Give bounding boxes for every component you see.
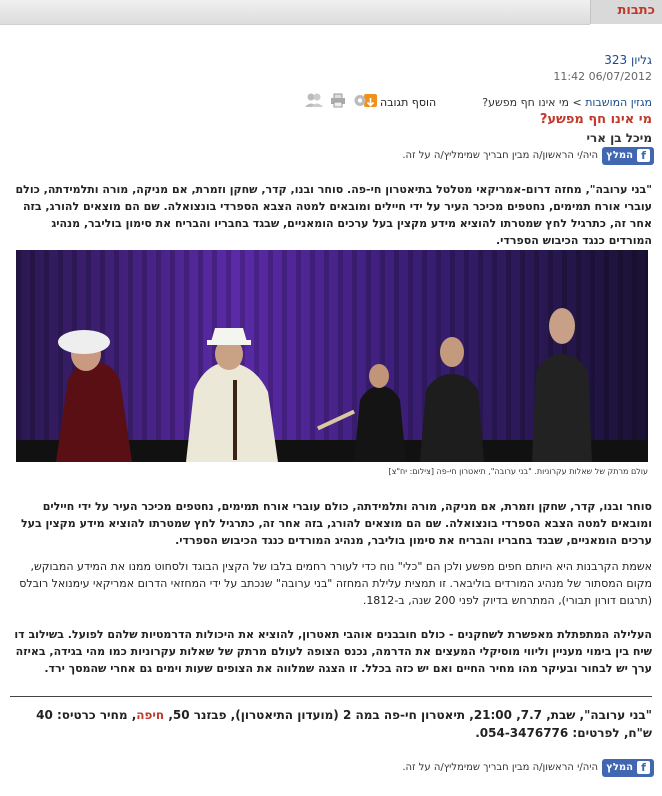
- section-tab[interactable]: [590, 0, 662, 24]
- publish-datetime: 11:42 06/07/2012: [553, 70, 652, 83]
- section-tab-label: כתבות: [617, 3, 655, 18]
- recommend-button-bottom[interactable]: [602, 759, 654, 777]
- article-author[interactable]: מיכל בן ארי: [586, 131, 652, 145]
- event-phone: לפרטים: 054-3476776.: [475, 726, 620, 740]
- breadcrumb-separator: >: [572, 96, 582, 109]
- recommend-text-bottom: היה/י הראשון/ה מבין חבריך שמימליץ/ה על זה.: [402, 762, 598, 773]
- facebook-icon: f: [637, 761, 650, 774]
- recommend-label: המלץ: [606, 150, 633, 161]
- top-bar-strip: [0, 0, 590, 25]
- breadcrumb-current: מי אינו חף מפשע?: [482, 96, 569, 109]
- add-response-button[interactable]: הוסף תגובה: [380, 96, 437, 109]
- article-lead: "בני ערובה", מחזה דרום-אמריקאי מטלטל בתיאטרון חי-פה. סוחר ובנו, קדר, שחקן וזמרת, אם מניקה, מורה ותלמידתה, כולם עוברי אורח תמימים, נחטפים מכיכר העיר על ידי חיילים ומובאים למטה הצבא הספרדי בונצואלה. שם הם מוצאים להורג, בזה אחר זה, כתרגיל לחץ שמטרתו להוציא מידע מקצין בעל ערכים הומאניים, שבגד בחבריו והבריח את סימון בוליבר, מנהיג המורדים כנגד הכיבוש הספרדי.: [15, 183, 652, 247]
- event-main: "בני ערובה", שבת, 7.7, 21:00, תיאטרון חי-פה במה 2 (מועדון התיאטרון), פבזנר 50,: [168, 708, 652, 722]
- top-bar: [0, 0, 662, 24]
- photo-caption: עולם מרתק של שאלות עקרוניות. "בני ערובה", תיאטרון חי-פה [צילום: יח"צ]: [388, 467, 648, 476]
- article-photo: [16, 250, 648, 462]
- event-details: [10, 706, 652, 742]
- event-city: חיפה: [136, 708, 165, 722]
- article-paragraph-3: אשמת הקרבנות היא היותם חפים מפשע ולכן הם "כלי" נוח כדי לעורר רחמים בלבו של הקצין הבוגד ולסחוט ממנו את המידע המבוקש, מקום המסתור של מנהיג המורדים בוליבאר. זו תמצית עלילת המחזה "בני ערובה" שנכתב על ידי המחזאי הדרום אמריקאי עימנואל רובלס (תרגום דורון תבורי), המתרחש בדיוק לפני 200 שנה, ב-1812.: [19, 560, 652, 607]
- share-icon[interactable]: [352, 93, 368, 108]
- print-icon[interactable]: [330, 93, 346, 108]
- breadcrumb: [482, 96, 652, 109]
- divider: [10, 696, 652, 697]
- issue-number[interactable]: גליון 323: [604, 53, 652, 67]
- event-price: , מחיר כרטיס: 40 ש"ח,: [36, 708, 652, 740]
- article-paragraph-2: סוחר ובנו, קדר, שחקן וזמרת, אם מניקה, מורה ותלמידתה, כולם עוברי אורח תמימים, נחטפים מכיכר העיר על ידי חיילים ומובאים למטה הצבא הספרדי בונצואלה. שם הם מוצאים להורג, בזה אחר זה, כתרגיל לחץ שמטרתו להוציא מידע מקצין בעל ערכים הומאניים, שבגד בחבריו והבריח את סימון בוליבר, מנהיג המורדים כנגד הכיבוש הספרדי.: [20, 500, 652, 547]
- recommend-button[interactable]: [602, 147, 654, 165]
- article-title: מי אינו חף מפשע?: [539, 112, 652, 127]
- facebook-icon: f: [637, 149, 650, 162]
- article-paragraph-4: העלילה המתפתלת מאפשרת לשחקנים - כולם חובבנים אוהבי תאטרון, להוציא את היכולות הדרמטיות שלהם לפועל. בשילוב דו שיח בין בימוי מעניין וליווי מוסיקלי המעצים את הדרמה, נכנס הצופה לעולם מרתק של שאלות עקרוניות כמו מהי בגידה, באיזה ערך יש לבחור ובעיקר מהו מחיר החיים ואם יש כזה בכלל. זו הצגה שמלווה את הצופים שעות וימים גם אחרי שהמסך ירד.: [14, 628, 652, 675]
- recommend-label: המלץ: [606, 762, 633, 773]
- breadcrumb-magazine[interactable]: מגזין המושבות: [585, 96, 652, 109]
- recommend-text: היה/י הראשון/ה מבין חבריך שמימליץ/ה על זה.: [402, 150, 598, 161]
- users-icon[interactable]: [304, 92, 324, 108]
